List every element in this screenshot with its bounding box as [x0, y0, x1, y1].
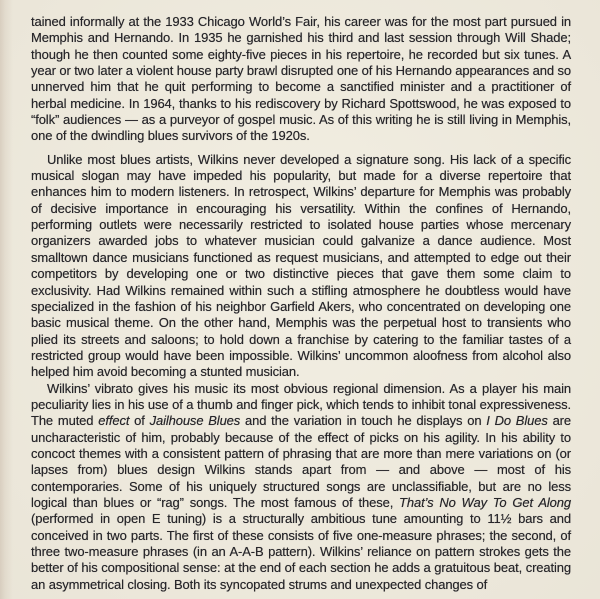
body-text: are uncharacteristic of him, probably because of the effect of picks on his agility. In his ability to concoct themes with a consistent pattern of phrasing that are more than mere variations on (or lapses from) blues design Wilkins stands apart from — and above — most of his contemporaries. Some of his uniquely structured songs are unclassifiable, but are no less logical than blues or “rag” songs. The most famous of these, — [31, 413, 571, 510]
paragraph-career-history — [31, 14, 571, 145]
italic-title-text: effect — [98, 413, 130, 429]
body-text: tained informally at the 1933 Chicago World’s Fair, his career was for the most part pursued in Memphis and Hernando. In 1935 he garnished his third and last session through Will Shade; though he then counted some eighty-five pieces in his repertoire, he recorded but six tunes. A year or two later a violent house party brawl disrupted one of his Hernando appearances and so unnerved him that he quit performing to become a sanctified minister and a practitioner of herbal medicine. In 1964, thanks to his rediscovery by Richard Spottswood, he was exposed to “folk” audiences — as a purveyor of gospel music. As of this writing he is still living in Memphis, one of the dwindling blues survivors of the 1920s. — [31, 14, 571, 144]
italic-title-text: Jailhouse Blues — [149, 413, 241, 429]
body-text: Wilkins’ vibrato gives his music its most obvious regional dimension. As a player his main peculiarity lies in his use of a thumb and finger pick, which tends to inhibit tonal expressiveness. The muted — [31, 380, 571, 429]
paragraph-playing-style — [31, 381, 571, 593]
body-text: (performed in open E tuning) is a structurally ambitious tune amounting to 11½ bars and conceived in two parts. The first of these consists of five one-measure phrases; the second, of three two-measure phrases (in an A-A-B pattern). Wilkins’ reliance on pattern strokes gets the better of his compositional sense: at the end of each section he adds a gratuitous beat, creating an asymmetrical closing. Both its syncopated strums and unexpected changes of — [31, 511, 571, 592]
body-text: of — [129, 413, 150, 429]
body-text: Unlike most blues artists, Wilkins never developed a signature song. His lack of a specific musical slogan may have impeded his popularity, but made for a diverse repertoire that enhances him to modern listeners. In retrospect, Wilkins’ departure for Memphis was probably of decisive importance in encouraging his versatility. Within the confines of Hernando, performing outlets were necessarily restricted to isolated house parties whose mercenary organizers awarded jobs to whatever musician could galvanize a dance audience. Most smalltown dance musicians functioned as request musicians, and attempted to edge out their competitors by developing one or two distinctive pieces that gave them some claim to exclusivity. Had Wilkins remained within such a stifling atmosphere he doubtless would have specialized in the fashion of his neighbor Garfield Akers, who concentrated on developing one basic musical theme. On the other hand, Memphis was the perpetual host to transients who plied its streets and saloons; to hold down a franchise by catering to the familiar tastes of a restricted group would have been impossible. Wilkins’ uncommon aloofness from alcohol also helped him avoid becoming a stunted musician. — [31, 151, 571, 380]
paragraph-signature-song — [31, 152, 571, 381]
body-text: and the variation in touch he displays on — [240, 413, 487, 429]
italic-title-text: I Do Blues — [486, 413, 548, 429]
liner-notes-text — [31, 14, 571, 593]
italic-title-text: That’s No Way To Get Along — [399, 494, 571, 510]
